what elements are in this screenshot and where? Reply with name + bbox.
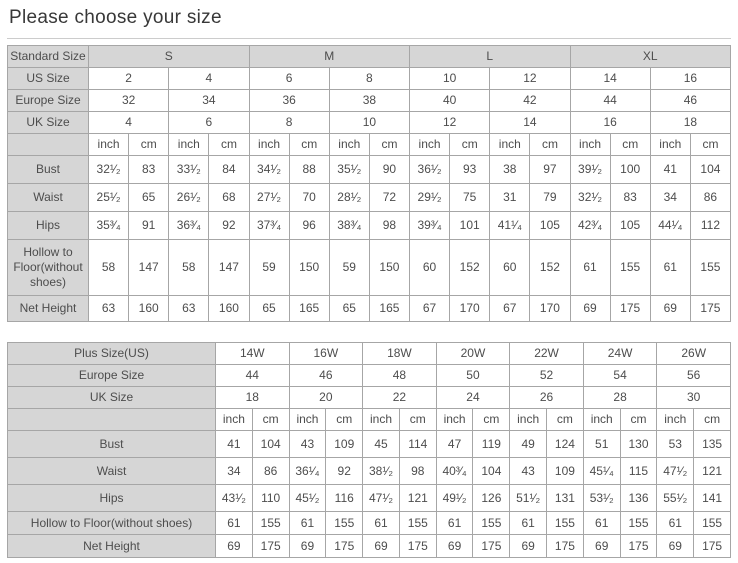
waist-cell: 45¹⁄₄ xyxy=(583,458,620,485)
hollow-to-floor-cell: 61 xyxy=(583,512,620,535)
net-height-cell: 175 xyxy=(610,296,650,322)
hollow-to-floor-cell: 60 xyxy=(490,240,530,296)
hips-row xyxy=(8,485,731,512)
bust-cell: 36¹⁄₂ xyxy=(410,156,450,184)
hollow-to-floor-row xyxy=(8,512,731,535)
plus-size-group-row xyxy=(8,343,731,365)
waist-cell: 83 xyxy=(610,184,650,212)
units-row xyxy=(8,409,731,431)
hips-cell: 92 xyxy=(209,212,249,240)
unit-cell: inch xyxy=(650,134,690,156)
waist-cell: 68 xyxy=(209,184,249,212)
bust-cell: 84 xyxy=(209,156,249,184)
waist-cell: 92 xyxy=(326,458,363,485)
net-height-cell: 170 xyxy=(450,296,490,322)
net-height-cell: 67 xyxy=(490,296,530,322)
size-group-cell: S xyxy=(89,46,250,68)
waist-cell: 70 xyxy=(289,184,329,212)
net-height-cell: 175 xyxy=(473,535,510,558)
waist-cell: 86 xyxy=(252,458,289,485)
unit-cell: cm xyxy=(473,409,510,431)
waist-cell: 34 xyxy=(650,184,690,212)
hollow-to-floor-cell: 155 xyxy=(690,240,730,296)
hollow-to-floor-cell: 58 xyxy=(89,240,129,296)
hips-cell: 49¹⁄₂ xyxy=(436,485,473,512)
hips-cell: 121 xyxy=(399,485,436,512)
waist-cell: 47¹⁄₂ xyxy=(657,458,694,485)
uk-size-cell: 24 xyxy=(436,387,510,409)
net-height-cell: 165 xyxy=(289,296,329,322)
uk-size-cell: 22 xyxy=(363,387,437,409)
bust-cell: 135 xyxy=(694,431,731,458)
row-label-us-size: US Size xyxy=(8,68,89,90)
bust-row xyxy=(8,431,731,458)
net-height-cell: 65 xyxy=(249,296,289,322)
net-height-cell: 63 xyxy=(89,296,129,322)
uk-size-cell: 30 xyxy=(657,387,731,409)
hips-cell: 36³⁄₄ xyxy=(169,212,209,240)
hips-cell: 136 xyxy=(620,485,657,512)
bust-cell: 38 xyxy=(490,156,530,184)
us-size-cell: 2 xyxy=(89,68,169,90)
unit-cell: cm xyxy=(209,134,249,156)
hips-cell: 51¹⁄₂ xyxy=(510,485,547,512)
europe-size-cell: 40 xyxy=(410,90,490,112)
uk-size-cell: 8 xyxy=(249,112,329,134)
net-height-cell: 175 xyxy=(326,535,363,558)
standard-size-table xyxy=(7,45,731,322)
hollow-to-floor-cell: 155 xyxy=(620,512,657,535)
hips-cell: 141 xyxy=(694,485,731,512)
uk-size-cell: 20 xyxy=(289,387,363,409)
bust-cell: 124 xyxy=(547,431,584,458)
europe-size-cell: 38 xyxy=(329,90,409,112)
plus-size-group-cell: 18W xyxy=(363,343,437,365)
hollow-to-floor-cell: 155 xyxy=(326,512,363,535)
hips-cell: 112 xyxy=(690,212,730,240)
uk-size-cell: 12 xyxy=(410,112,490,134)
row-label-uk-size: UK Size xyxy=(8,387,216,409)
waist-cell: 26¹⁄₂ xyxy=(169,184,209,212)
hips-cell: 38³⁄₄ xyxy=(329,212,369,240)
us-size-cell: 10 xyxy=(410,68,490,90)
us-size-row xyxy=(8,68,731,90)
hollow-to-floor-cell: 150 xyxy=(369,240,409,296)
uk-size-cell: 16 xyxy=(570,112,650,134)
net-height-cell: 175 xyxy=(399,535,436,558)
uk-size-cell: 10 xyxy=(329,112,409,134)
size-group-cell: XL xyxy=(570,46,731,68)
hips-cell: 96 xyxy=(289,212,329,240)
waist-cell: 40³⁄₄ xyxy=(436,458,473,485)
unit-cell: inch xyxy=(510,409,547,431)
europe-size-cell: 42 xyxy=(490,90,570,112)
bust-cell: 88 xyxy=(289,156,329,184)
hips-cell: 101 xyxy=(450,212,490,240)
plus-size-table xyxy=(7,342,731,558)
size-group-cell: L xyxy=(410,46,571,68)
hollow-to-floor-cell: 61 xyxy=(570,240,610,296)
net-height-cell: 175 xyxy=(620,535,657,558)
hips-cell: 42³⁄₄ xyxy=(570,212,610,240)
row-label-standard-size: Standard Size xyxy=(8,46,89,68)
row-label-empty xyxy=(8,134,89,156)
plus-size-group-cell: 22W xyxy=(510,343,584,365)
waist-row xyxy=(8,184,731,212)
unit-cell: inch xyxy=(490,134,530,156)
europe-size-cell: 34 xyxy=(169,90,249,112)
plus-size-group-cell: 24W xyxy=(583,343,657,365)
hollow-to-floor-cell: 61 xyxy=(510,512,547,535)
waist-cell: 75 xyxy=(450,184,490,212)
row-label-europe-size: Europe Size xyxy=(8,365,216,387)
row-label-europe-size: Europe Size xyxy=(8,90,89,112)
uk-size-row xyxy=(8,387,731,409)
net-height-cell: 63 xyxy=(169,296,209,322)
bust-cell: 33¹⁄₂ xyxy=(169,156,209,184)
bust-row xyxy=(8,156,731,184)
bust-cell: 45 xyxy=(363,431,400,458)
hips-cell: 53¹⁄₂ xyxy=(583,485,620,512)
bust-cell: 100 xyxy=(610,156,650,184)
europe-size-row xyxy=(8,365,731,387)
plus-size-group-cell: 26W xyxy=(657,343,731,365)
row-label-bust: Bust xyxy=(8,431,216,458)
hollow-to-floor-cell: 155 xyxy=(694,512,731,535)
hollow-to-floor-cell: 150 xyxy=(289,240,329,296)
waist-cell: 109 xyxy=(547,458,584,485)
row-label-hips: Hips xyxy=(8,485,216,512)
unit-cell: cm xyxy=(289,134,329,156)
hips-cell: 41¹⁄₄ xyxy=(490,212,530,240)
hips-cell: 91 xyxy=(129,212,169,240)
net-height-cell: 69 xyxy=(510,535,547,558)
bust-cell: 114 xyxy=(399,431,436,458)
bust-cell: 47 xyxy=(436,431,473,458)
us-size-cell: 14 xyxy=(570,68,650,90)
unit-cell: inch xyxy=(657,409,694,431)
row-label-hips: Hips xyxy=(8,212,89,240)
hollow-to-floor-cell: 152 xyxy=(450,240,490,296)
uk-size-cell: 14 xyxy=(490,112,570,134)
unit-cell: cm xyxy=(326,409,363,431)
unit-cell: inch xyxy=(570,134,610,156)
bust-cell: 97 xyxy=(530,156,570,184)
waist-cell: 34 xyxy=(216,458,253,485)
net-height-cell: 69 xyxy=(657,535,694,558)
unit-cell: cm xyxy=(620,409,657,431)
unit-cell: cm xyxy=(694,409,731,431)
unit-cell: cm xyxy=(129,134,169,156)
units-row xyxy=(8,134,731,156)
waist-cell: 65 xyxy=(129,184,169,212)
hips-cell: 37³⁄₄ xyxy=(249,212,289,240)
waist-cell: 79 xyxy=(530,184,570,212)
net-height-cell: 175 xyxy=(690,296,730,322)
net-height-cell: 175 xyxy=(694,535,731,558)
net-height-cell: 160 xyxy=(129,296,169,322)
waist-cell: 86 xyxy=(690,184,730,212)
uk-size-cell: 28 xyxy=(583,387,657,409)
europe-size-cell: 54 xyxy=(583,365,657,387)
hips-cell: 44¹⁄₄ xyxy=(650,212,690,240)
net-height-cell: 69 xyxy=(583,535,620,558)
net-height-cell: 69 xyxy=(216,535,253,558)
europe-size-cell: 44 xyxy=(570,90,650,112)
net-height-cell: 165 xyxy=(369,296,409,322)
bust-cell: 83 xyxy=(129,156,169,184)
hips-cell: 35³⁄₄ xyxy=(89,212,129,240)
net-height-cell: 170 xyxy=(530,296,570,322)
us-size-cell: 16 xyxy=(650,68,730,90)
row-label-plus-size: Plus Size(US) xyxy=(8,343,216,365)
net-height-cell: 175 xyxy=(547,535,584,558)
unit-cell: inch xyxy=(216,409,253,431)
uk-size-cell: 6 xyxy=(169,112,249,134)
hollow-to-floor-cell: 61 xyxy=(436,512,473,535)
row-label-waist: Waist xyxy=(8,458,216,485)
net-height-cell: 160 xyxy=(209,296,249,322)
us-size-cell: 12 xyxy=(490,68,570,90)
unit-cell: cm xyxy=(547,409,584,431)
unit-cell: cm xyxy=(530,134,570,156)
net-height-cell: 65 xyxy=(329,296,369,322)
waist-cell: 25¹⁄₂ xyxy=(89,184,129,212)
waist-cell: 104 xyxy=(473,458,510,485)
net-height-cell: 69 xyxy=(436,535,473,558)
unit-cell: inch xyxy=(410,134,450,156)
net-height-cell: 175 xyxy=(252,535,289,558)
hips-cell: 126 xyxy=(473,485,510,512)
standard-size-group-row xyxy=(8,46,731,68)
waist-row xyxy=(8,458,731,485)
bust-cell: 41 xyxy=(650,156,690,184)
hollow-to-floor-cell: 60 xyxy=(410,240,450,296)
hips-cell: 43¹⁄₂ xyxy=(216,485,253,512)
hollow-to-floor-row xyxy=(8,240,731,296)
unit-cell: cm xyxy=(610,134,650,156)
us-size-cell: 4 xyxy=(169,68,249,90)
hips-cell: 55¹⁄₂ xyxy=(657,485,694,512)
unit-cell: inch xyxy=(363,409,400,431)
europe-size-cell: 46 xyxy=(650,90,730,112)
hips-cell: 39³⁄₄ xyxy=(410,212,450,240)
row-label-hollow-to-floor: Hollow to Floor(without shoes) xyxy=(8,240,89,296)
bust-cell: 104 xyxy=(252,431,289,458)
us-size-cell: 6 xyxy=(249,68,329,90)
bust-cell: 35¹⁄₂ xyxy=(329,156,369,184)
hips-row xyxy=(8,212,731,240)
europe-size-cell: 32 xyxy=(89,90,169,112)
waist-cell: 36¹⁄₄ xyxy=(289,458,326,485)
us-size-cell: 8 xyxy=(329,68,409,90)
uk-size-cell: 26 xyxy=(510,387,584,409)
title-divider xyxy=(7,38,731,39)
hollow-to-floor-cell: 61 xyxy=(289,512,326,535)
waist-cell: 32¹⁄₂ xyxy=(570,184,610,212)
hips-cell: 116 xyxy=(326,485,363,512)
row-label-waist: Waist xyxy=(8,184,89,212)
europe-size-row xyxy=(8,90,731,112)
europe-size-cell: 50 xyxy=(436,365,510,387)
unit-cell: inch xyxy=(583,409,620,431)
bust-cell: 51 xyxy=(583,431,620,458)
uk-size-row xyxy=(8,112,731,134)
hollow-to-floor-cell: 155 xyxy=(399,512,436,535)
row-label-uk-size: UK Size xyxy=(8,112,89,134)
hips-cell: 110 xyxy=(252,485,289,512)
europe-size-cell: 52 xyxy=(510,365,584,387)
waist-cell: 28¹⁄₂ xyxy=(329,184,369,212)
europe-size-cell: 36 xyxy=(249,90,329,112)
uk-size-cell: 18 xyxy=(650,112,730,134)
bust-cell: 32¹⁄₂ xyxy=(89,156,129,184)
waist-cell: 43 xyxy=(510,458,547,485)
hollow-to-floor-cell: 155 xyxy=(547,512,584,535)
hips-cell: 45¹⁄₂ xyxy=(289,485,326,512)
hollow-to-floor-cell: 155 xyxy=(252,512,289,535)
size-group-cell: M xyxy=(249,46,410,68)
row-label-empty xyxy=(8,409,216,431)
unit-cell: cm xyxy=(690,134,730,156)
net-height-row xyxy=(8,296,731,322)
bust-cell: 90 xyxy=(369,156,409,184)
bust-cell: 109 xyxy=(326,431,363,458)
bust-cell: 49 xyxy=(510,431,547,458)
unit-cell: cm xyxy=(369,134,409,156)
hollow-to-floor-cell: 152 xyxy=(530,240,570,296)
net-height-cell: 69 xyxy=(363,535,400,558)
hollow-to-floor-cell: 59 xyxy=(329,240,369,296)
bust-cell: 119 xyxy=(473,431,510,458)
row-label-hollow-to-floor: Hollow to Floor(without shoes) xyxy=(8,512,216,535)
hollow-to-floor-cell: 58 xyxy=(169,240,209,296)
plus-size-group-cell: 16W xyxy=(289,343,363,365)
unit-cell: inch xyxy=(289,409,326,431)
unit-cell: cm xyxy=(399,409,436,431)
waist-cell: 29¹⁄₂ xyxy=(410,184,450,212)
waist-cell: 31 xyxy=(490,184,530,212)
net-height-cell: 69 xyxy=(650,296,690,322)
hollow-to-floor-cell: 59 xyxy=(249,240,289,296)
plus-size-group-cell: 14W xyxy=(216,343,290,365)
europe-size-cell: 56 xyxy=(657,365,731,387)
waist-cell: 38¹⁄₂ xyxy=(363,458,400,485)
net-height-row xyxy=(8,535,731,558)
waist-cell: 72 xyxy=(369,184,409,212)
net-height-cell: 69 xyxy=(570,296,610,322)
europe-size-cell: 48 xyxy=(363,365,437,387)
hips-cell: 105 xyxy=(610,212,650,240)
uk-size-cell: 4 xyxy=(89,112,169,134)
unit-cell: inch xyxy=(169,134,209,156)
unit-cell: cm xyxy=(252,409,289,431)
page-title: Please choose your size xyxy=(9,7,222,28)
unit-cell: inch xyxy=(89,134,129,156)
hollow-to-floor-cell: 147 xyxy=(129,240,169,296)
bust-cell: 93 xyxy=(450,156,490,184)
bust-cell: 34¹⁄₂ xyxy=(249,156,289,184)
unit-cell: inch xyxy=(436,409,473,431)
hips-cell: 47¹⁄₂ xyxy=(363,485,400,512)
europe-size-cell: 44 xyxy=(216,365,290,387)
waist-cell: 121 xyxy=(694,458,731,485)
hollow-to-floor-cell: 147 xyxy=(209,240,249,296)
net-height-cell: 67 xyxy=(410,296,450,322)
waist-cell: 115 xyxy=(620,458,657,485)
hollow-to-floor-cell: 155 xyxy=(610,240,650,296)
plus-size-group-cell: 20W xyxy=(436,343,510,365)
row-label-net-height: Net Height xyxy=(8,535,216,558)
hollow-to-floor-cell: 155 xyxy=(473,512,510,535)
unit-cell: inch xyxy=(249,134,289,156)
europe-size-cell: 46 xyxy=(289,365,363,387)
hollow-to-floor-cell: 61 xyxy=(363,512,400,535)
unit-cell: cm xyxy=(450,134,490,156)
unit-cell: inch xyxy=(329,134,369,156)
bust-cell: 43 xyxy=(289,431,326,458)
uk-size-cell: 18 xyxy=(216,387,290,409)
hips-cell: 105 xyxy=(530,212,570,240)
hollow-to-floor-cell: 61 xyxy=(216,512,253,535)
bust-cell: 53 xyxy=(657,431,694,458)
waist-cell: 98 xyxy=(399,458,436,485)
row-label-net-height: Net Height xyxy=(8,296,89,322)
bust-cell: 130 xyxy=(620,431,657,458)
bust-cell: 39¹⁄₂ xyxy=(570,156,610,184)
bust-cell: 41 xyxy=(216,431,253,458)
waist-cell: 27¹⁄₂ xyxy=(249,184,289,212)
hollow-to-floor-cell: 61 xyxy=(650,240,690,296)
bust-cell: 104 xyxy=(690,156,730,184)
row-label-bust: Bust xyxy=(8,156,89,184)
net-height-cell: 69 xyxy=(289,535,326,558)
hips-cell: 131 xyxy=(547,485,584,512)
hollow-to-floor-cell: 61 xyxy=(657,512,694,535)
hips-cell: 98 xyxy=(369,212,409,240)
